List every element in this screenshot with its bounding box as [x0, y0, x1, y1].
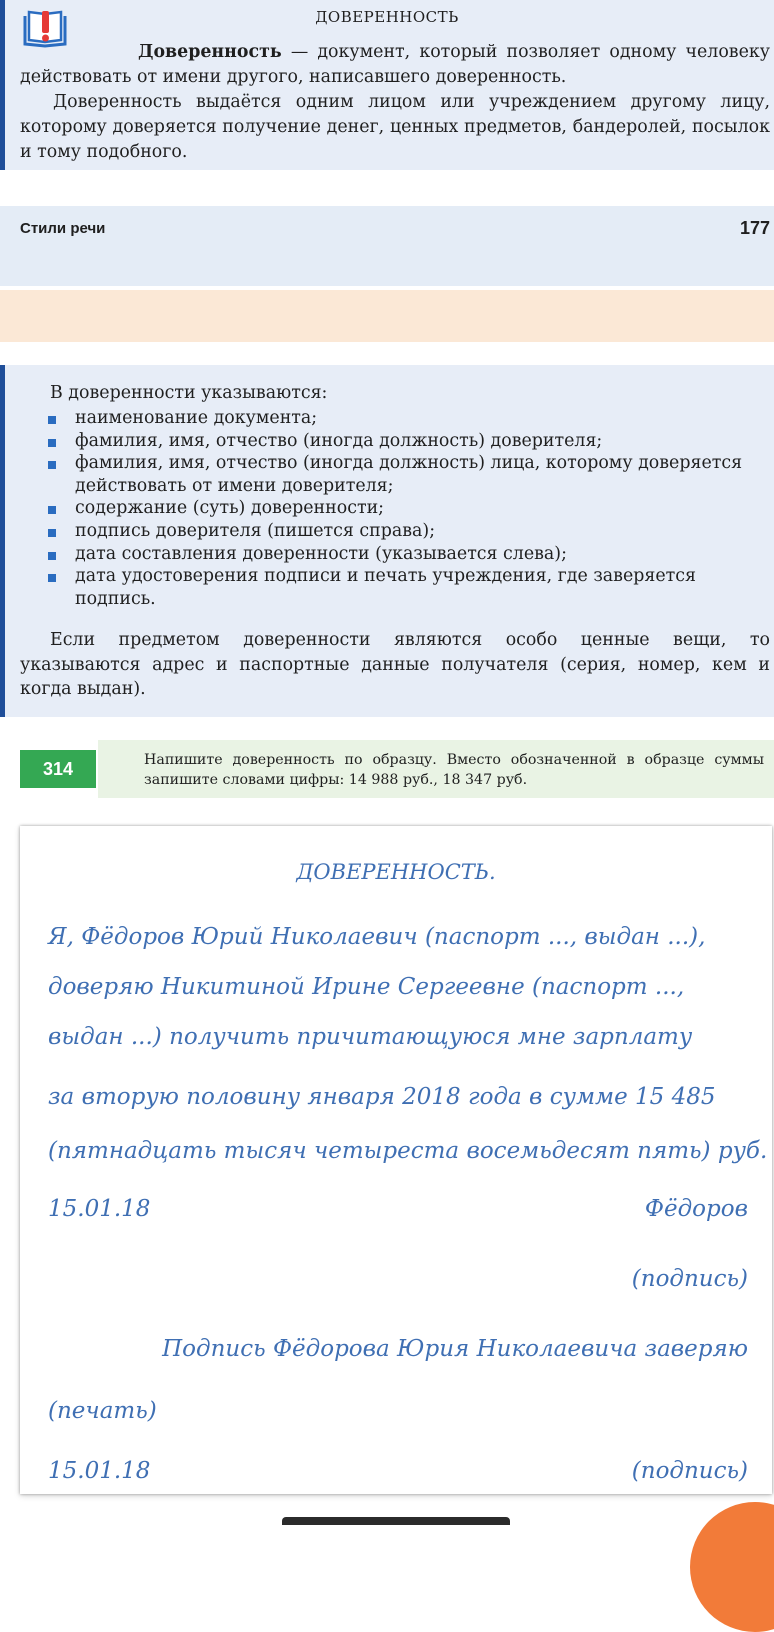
requirements-box	[0, 365, 774, 717]
decorative-strip	[0, 290, 774, 342]
square-bullet-icon	[48, 439, 56, 447]
signature-note: (подпись)	[631, 1458, 748, 1484]
accent-bar	[0, 365, 5, 717]
sample-line: (пятнадцать тысяч четыреста восемьдесят пять) руб.	[48, 1138, 768, 1164]
definition-box	[0, 0, 774, 170]
exercise	[0, 740, 774, 798]
signature-note: (подпись)	[631, 1266, 748, 1292]
certification-date: 15.01.18	[48, 1458, 151, 1484]
certification-line: Подпись Фёдорова Юрия Николаевича заверяю	[162, 1336, 748, 1362]
sample-line: доверяю Никитиной Ирине Сергеевне (паспорт ...,	[48, 974, 685, 1000]
definition-text: — документ, который позволяет одному человеку действовать от имени другого, написавшего доверенность.	[20, 42, 770, 87]
square-bullet-icon	[48, 461, 56, 469]
exercise-box	[98, 740, 774, 798]
note-paragraph: Если предметом доверенности являются особо ценные вещи, то указываются адрес и паспортные данные получателя (серия, номер, кем и когда выдан).	[20, 630, 770, 699]
requirements-list	[30, 407, 770, 610]
exercise-text: Напишите доверенность по образцу. Вместо обозначенной в образце суммы запишите словами цифры: 14 988 руб., 18 347 руб.	[144, 752, 764, 788]
definition-paragraph	[20, 40, 770, 90]
sample-title: ДОВЕРЕННОСТЬ.	[296, 860, 496, 884]
list-item: дата составления доверенности (указывается слева);	[30, 543, 770, 566]
seal-note: (печать)	[48, 1398, 157, 1424]
square-bullet-icon	[48, 552, 56, 560]
list-item: содержание (суть) доверенности;	[30, 497, 770, 520]
document-title: ДОВЕРЕННОСТЬ	[315, 8, 459, 26]
sample-document-card	[20, 826, 772, 1494]
list-intro: В доверенности указываются:	[50, 383, 328, 403]
sample-line: Я, Фёдоров Юрий Николаевич (паспорт ..., выдан ...),	[48, 924, 706, 950]
floating-action-button[interactable]	[690, 1502, 774, 1632]
sample-date: 15.01.18	[48, 1196, 151, 1222]
exercise-number-badge: 314	[20, 750, 96, 788]
usage-paragraph: Доверенность выдаётся одним лицом или учреждением другому лицу, которому доверяется получение денег, ценных предметов, бандеролей, посылок и тому подобного.	[20, 92, 770, 162]
sample-line: выдан ...) получить причитающуюся мне зарплату	[48, 1024, 693, 1050]
square-bullet-icon	[48, 416, 56, 424]
square-bullet-icon	[48, 574, 56, 582]
home-indicator-bar[interactable]	[282, 1517, 510, 1525]
list-item: подпись доверителя (пишется справа);	[30, 520, 770, 543]
sample-line: за вторую половину января 2018 года в сумме 15 485	[48, 1084, 716, 1110]
section-name: Стили речи	[20, 220, 106, 237]
sample-signature: Фёдоров	[644, 1196, 748, 1222]
square-bullet-icon	[48, 529, 56, 537]
page-header	[0, 206, 774, 286]
list-item: дата удостоверения подписи и печать учреждения, где заверяется подпись.	[30, 565, 770, 610]
square-bullet-icon	[48, 506, 56, 514]
page-number: 177	[739, 218, 770, 238]
list-item: фамилия, имя, отчество (иногда должность) доверителя;	[30, 430, 770, 453]
list-item: наименование документа;	[30, 407, 770, 430]
list-item: фамилия, имя, отчество (иногда должность) лица, которому доверяется действовать от имени доверителя;	[30, 452, 770, 497]
defined-term: Доверенность	[138, 42, 282, 62]
